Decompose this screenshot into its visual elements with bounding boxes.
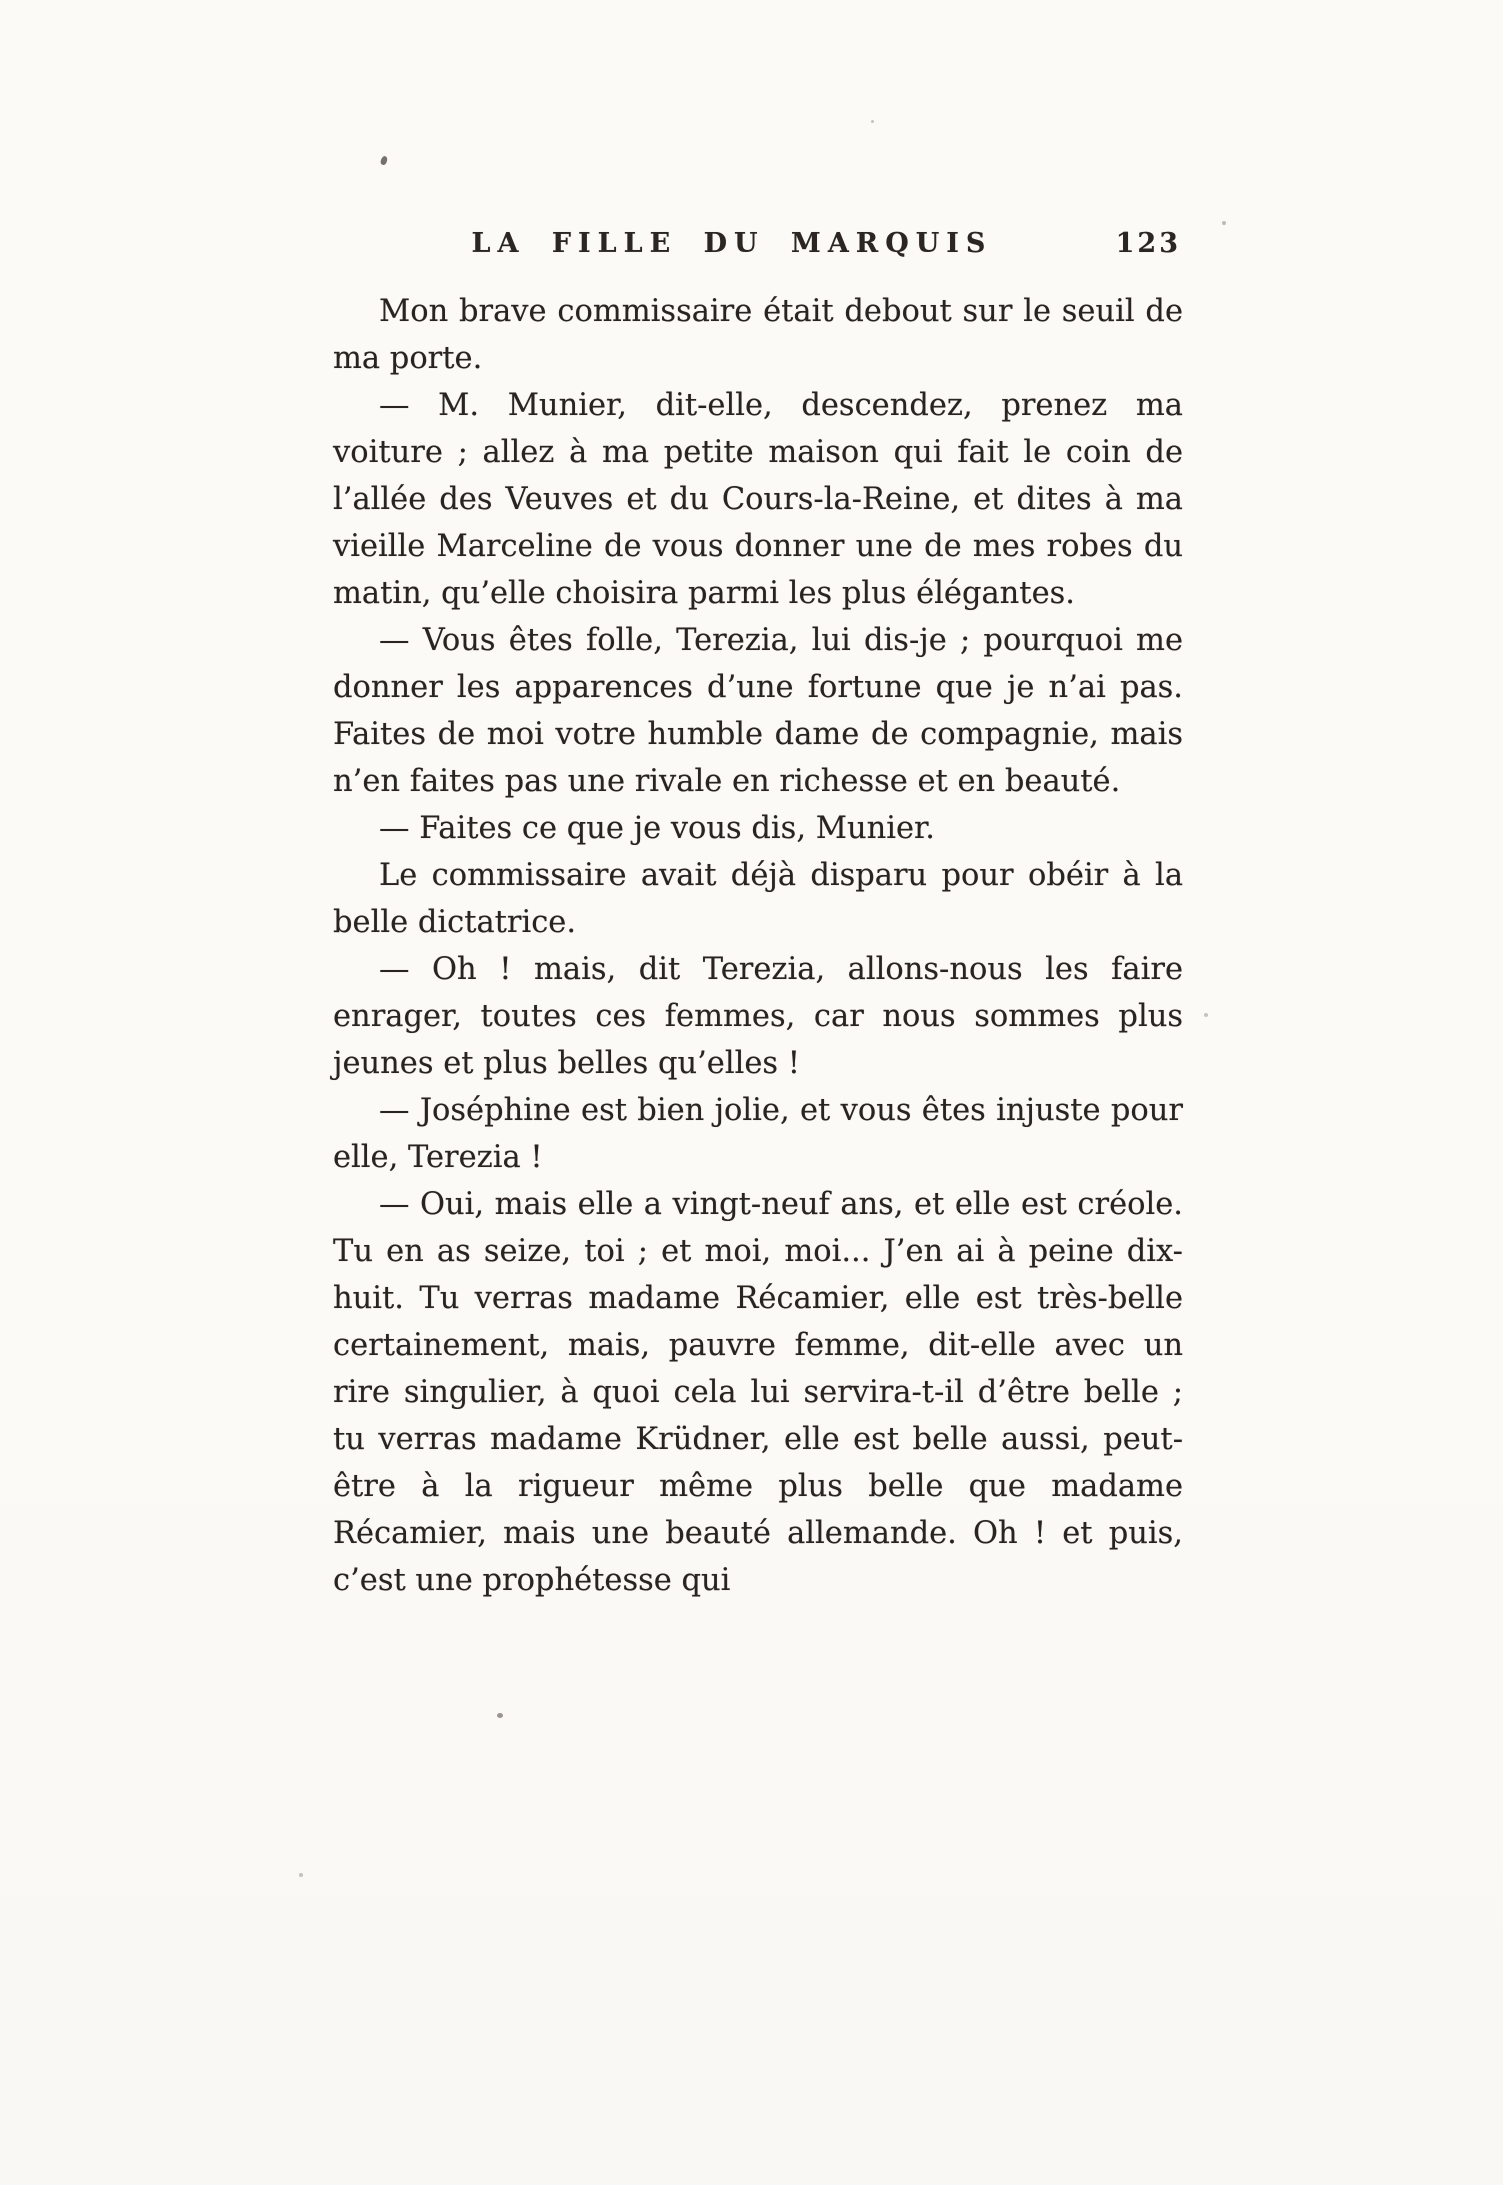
scan-speck [1222,221,1226,225]
body-text [333,288,1183,1604]
scan-speck [380,155,388,165]
page-number: 123 [1115,228,1181,259]
paragraph: — Vous êtes folle, Terezia, lui dis-je ; pourquoi me donner les apparences d’une fortune que je n’ai pas. Faites de moi votre humble dame de compagnie, mais n’en faites pas une rivale en richesse et en beauté. [333,623,1183,799]
paragraph: — Oh ! mais, dit Terezia, allons-nous les faire enrager, toutes ces femmes, car nous sommes plus jeunes et plus belles qu’elles ! [333,952,1183,1081]
scan-speck [497,1713,503,1718]
paragraph: Mon brave commissaire était debout sur le seuil de ma porte. [333,294,1183,376]
scan-speck [299,1873,303,1877]
paragraph: — Faites ce que je vous dis, Munier. [379,811,935,846]
paragraph: — Oui, mais elle a vingt-neuf ans, et elle est créole. Tu en as seize, toi ; et moi, moi... J’en ai à peine dix-huit. Tu verras madame Récamier, elle est très-belle certainement, mais, pauvre femme, dit-elle avec un rire singulier, à quoi cela lui servira-t-il d’être belle ; tu verras madame Krüdner, elle est belle aussi, peut-être à la rigueur même plus belle que madame Récamier, mais une beauté allemande. Oh ! et puis, c’est une prophétesse qui [333,1187,1183,1598]
running-header [333,228,1183,272]
text-block [333,228,1183,1604]
scan-speck [871,120,874,123]
running-title: LA FILLE DU MARQUIS [471,228,993,259]
paragraph: — M. Munier, dit-elle, descendez, prenez ma voiture ; allez à ma petite maison qui fait le coin de l’allée des Veuves et du Cours-la-Reine, et dites à ma vieille Marceline de vous donner une de mes robes du matin, qu’elle choisira parmi les plus élégantes. [333,388,1183,611]
paragraph: Le commissaire avait déjà disparu pour obéir à la belle dictatrice. [333,858,1183,940]
scan-speck [1204,1013,1208,1017]
paragraph: — Joséphine est bien jolie, et vous êtes injuste pour elle, Terezia ! [333,1093,1183,1175]
